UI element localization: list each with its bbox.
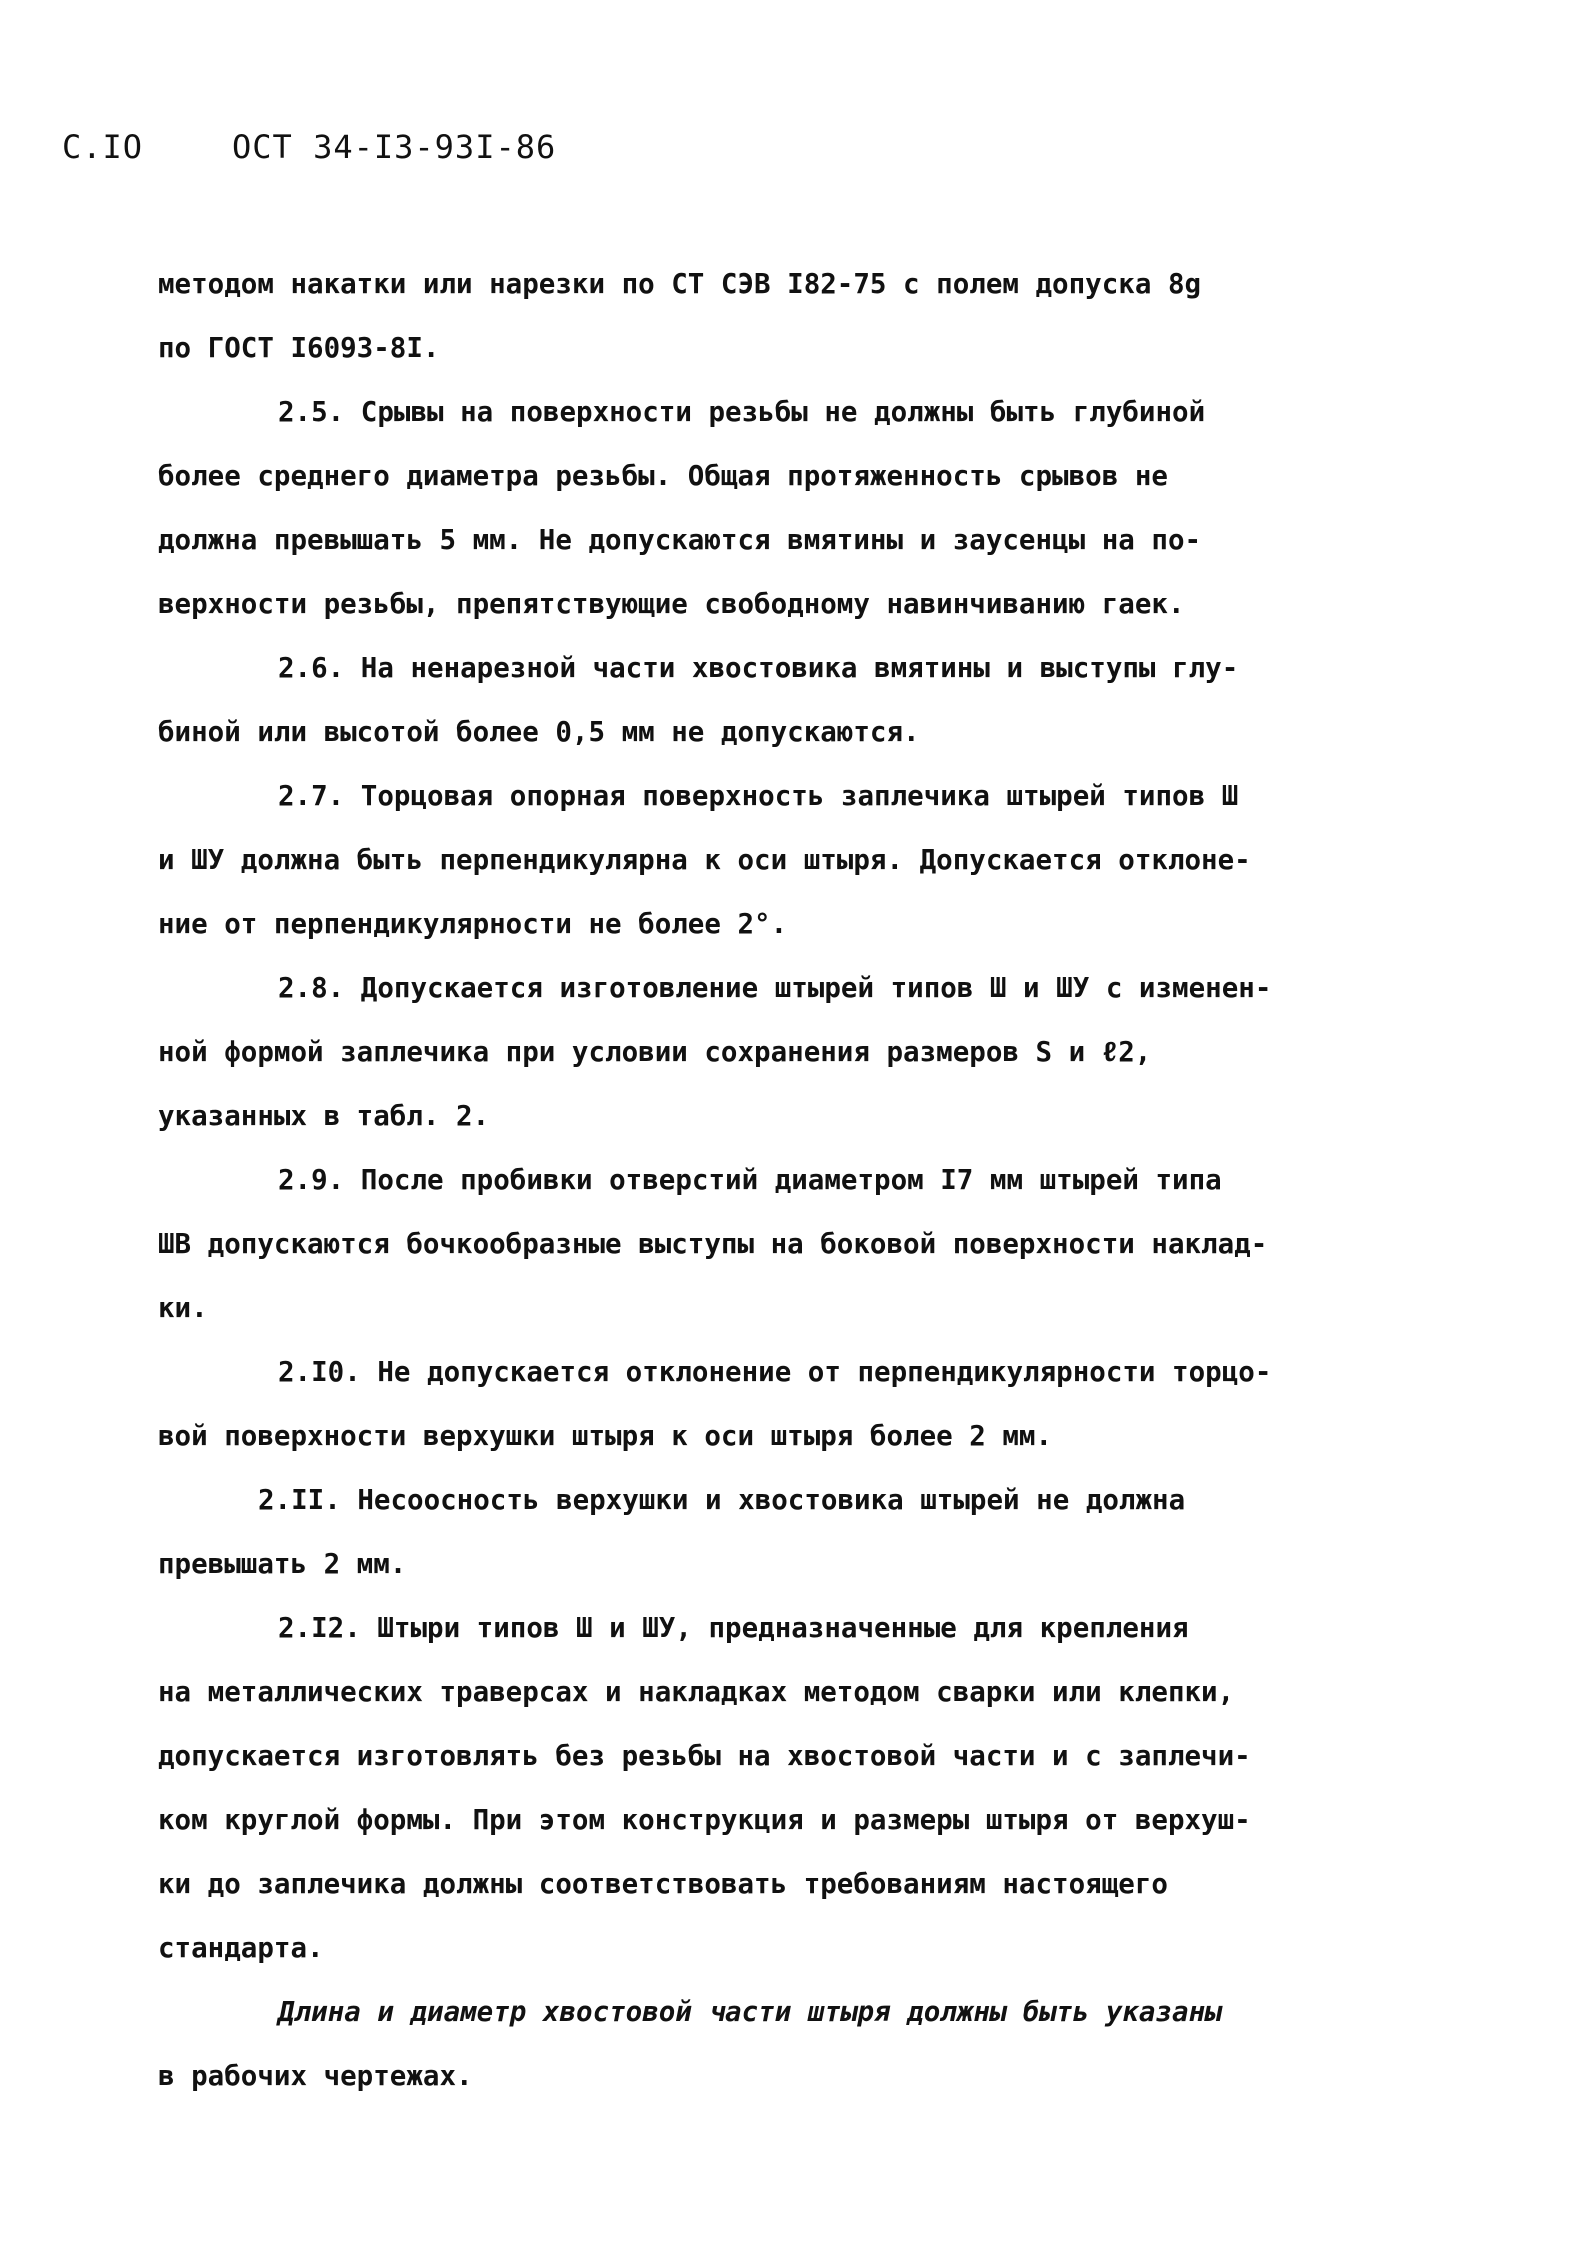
document-code: ОСТ 34-I3-93I-86 [232, 128, 557, 166]
text-line: методом накатки или нарезки по СТ СЭВ I82-75 с полем допуска 8g [158, 268, 1202, 300]
paragraph-2-11-line: 2.II. Несоосность верхушки и хвостовика штырей не должна [258, 1484, 1186, 1516]
paragraph-2-12-line: допускается изготовлять без резьбы на хвостовой части и с заплечи- [158, 1740, 1251, 1772]
paragraph-2-10-line: 2.I0. Не допускается отклонение от перпендикулярности торцо- [278, 1356, 1272, 1388]
page-number: С.IO [62, 128, 144, 166]
paragraph-2-12-line: ком круглой формы. При этом конструкция и размеры штыря от верхуш- [158, 1804, 1251, 1836]
paragraph-2-12-line: стандарта. [158, 1932, 324, 1964]
paragraph-2-8-line: 2.8. Допускается изготовление штырей типов Ш и ШУ с изменен- [278, 972, 1272, 1004]
paragraph-2-11-line: превышать 2 мм. [158, 1548, 407, 1580]
paragraph-2-12-line: на металлических траверсах и накладках методом сварки или клепки, [158, 1676, 1235, 1708]
text-line: по ГОСТ I6093-8I. [158, 332, 440, 364]
paragraph-2-8-line: ной формой заплечика при условии сохранения размеров S и ℓ2, [158, 1036, 1152, 1068]
paragraph-2-7-line: 2.7. Торцовая опорная поверхность заплечика штырей типов Ш [278, 780, 1239, 812]
final-note-line: Длина и диаметр хвостовой части штыря должны быть указаны [278, 1996, 1222, 2028]
paragraph-2-5-line: должна превышать 5 мм. Не допускаются вмятины и заусенцы на по- [158, 524, 1202, 556]
paragraph-2-7-line: ние от перпендикулярности не более 2°. [158, 908, 788, 940]
final-note-line: в рабочих чертежах. [158, 2060, 473, 2092]
paragraph-2-5-line: более среднего диаметра резьбы. Общая протяженность срывов не [158, 460, 1168, 492]
paragraph-2-12-line: ки до заплечика должны соответствовать требованиям настоящего [158, 1868, 1168, 1900]
paragraph-2-8-line: указанных в табл. 2. [158, 1100, 490, 1132]
paragraph-2-6-line: 2.6. На ненарезной части хвостовика вмятины и выступы глу- [278, 652, 1239, 684]
page-header [62, 128, 556, 166]
paragraph-2-10-line: вой поверхности верхушки штыря к оси штыря более 2 мм. [158, 1420, 1053, 1452]
paragraph-2-6-line: биной или высотой более 0,5 мм не допускаются. [158, 716, 920, 748]
paragraph-2-9-line: 2.9. После пробивки отверстий диаметром I7 мм штырей типа [278, 1164, 1222, 1196]
paragraph-2-9-line: ки. [158, 1292, 208, 1324]
paragraph-2-5-line: верхности резьбы, препятствующие свободному навинчиванию гаек. [158, 588, 1185, 620]
paragraph-2-5-line: 2.5. Срывы на поверхности резьбы не должны быть глубиной [278, 396, 1206, 428]
paragraph-2-9-line: ШВ допускаются бочкообразные выступы на боковой поверхности наклад- [158, 1228, 1268, 1260]
document-body [158, 252, 1498, 2108]
paragraph-2-12-line: 2.I2. Штыри типов Ш и ШУ, предназначенные для крепления [278, 1612, 1189, 1644]
paragraph-2-7-line: и ШУ должна быть перпендикулярна к оси штыря. Допускается отклоне- [158, 844, 1251, 876]
